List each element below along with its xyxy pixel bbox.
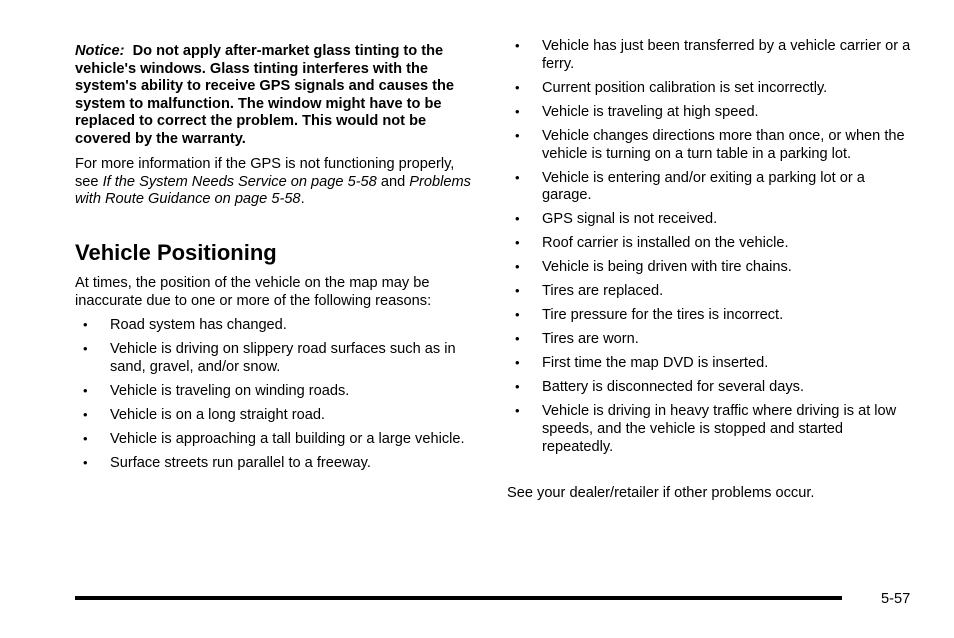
list-item-text: Vehicle is entering and/or exiting a parking lot or a garage. (542, 169, 865, 204)
more-info-suffix: . (300, 191, 305, 208)
bullet-icon: • (515, 79, 520, 95)
section-intro: At times, the position of the vehicle on the map may be inaccurate due to one or more of the following reasons: (75, 275, 432, 309)
list-item (507, 128, 917, 164)
list-item-text: Road system has changed. (110, 317, 287, 333)
list-item-text: Vehicle is traveling at high speed. (542, 103, 759, 120)
bullet-icon: • (83, 317, 88, 332)
list-item (75, 407, 485, 425)
notice-label: Notice: (75, 43, 125, 59)
list-item-text: Vehicle changes directions more than once, or when the vehicle is turning on a turn table in a parking lot. (542, 127, 905, 162)
cross-reference-link[interactable]: Problems with Route Guidance on page 5-58 (75, 173, 471, 208)
more-info-and: and (376, 173, 410, 190)
notice-text: Do not apply after-market glass tinting to the vehicle's windows. Glass tinting interferes with the system's ability to receive GPS signals and causes the system to malfunction. The window might have to be replaced to correct the problem. This would not be covered by the warranty. (75, 43, 455, 147)
bullet-icon: • (83, 454, 88, 470)
list-item (507, 38, 917, 74)
more-info-paragraph (75, 156, 475, 209)
bullet-icon: • (83, 340, 88, 356)
bullet-icon: • (83, 430, 88, 446)
list-item-text: Vehicle is driving on slippery road surfaces such as in sand, gravel, and/or snow. (110, 340, 456, 375)
list-item-text: Vehicle is traveling on winding roads. (110, 382, 350, 399)
list-item-text: Tires are worn. (542, 331, 639, 348)
bullet-icon: • (515, 379, 520, 395)
cross-reference-link[interactable]: If the System Needs Service on page 5-58 (102, 173, 377, 190)
left-bullet-list (75, 317, 485, 479)
list-item (75, 431, 485, 449)
footer-rule (75, 596, 842, 600)
list-item (507, 331, 917, 349)
list-item-text: Vehicle is approaching a tall building or a large vehicle. (110, 430, 465, 447)
list-item-text: Vehicle is being driven with tire chains. (542, 259, 792, 276)
notice-paragraph (75, 43, 480, 149)
bullet-icon: • (515, 38, 520, 53)
list-item (507, 104, 917, 122)
bullet-icon: • (515, 103, 520, 119)
list-item-text: Roof carrier is installed on the vehicle. (542, 235, 789, 252)
bullet-icon: • (515, 283, 520, 299)
list-item (75, 383, 485, 401)
bullet-icon: • (515, 211, 520, 227)
list-item-text: Tire pressure for the tires is incorrect. (542, 307, 784, 324)
more-info-prefix: For more information if the GPS is not functioning properly, see (75, 156, 455, 190)
bullet-icon: • (515, 235, 520, 251)
list-item-text: Vehicle is driving in heavy traffic where driving is at low speeds, and the vehicle is stopped and started repeatedly. (542, 403, 897, 455)
list-item (75, 317, 485, 335)
right-bullet-list (507, 38, 917, 463)
bullet-icon: • (515, 307, 520, 323)
list-item (507, 80, 917, 98)
list-item (507, 211, 917, 229)
list-item (507, 259, 917, 277)
list-item (507, 307, 917, 325)
list-item (507, 403, 917, 456)
list-item-text: Current position calibration is set incorrectly. (542, 79, 828, 96)
bullet-icon: • (83, 406, 88, 422)
list-item (507, 235, 917, 253)
bullet-icon: • (515, 331, 520, 347)
bullet-icon: • (515, 355, 520, 371)
list-item-text: Surface streets run parallel to a freeway. (110, 454, 371, 471)
list-item (75, 341, 485, 377)
list-item (507, 355, 917, 373)
bullet-icon: • (515, 169, 520, 185)
bullet-icon: • (515, 259, 520, 275)
list-item-text: First time the map DVD is inserted. (542, 355, 769, 372)
list-item (75, 455, 485, 473)
bullet-icon: • (83, 382, 88, 398)
bullet-icon: • (515, 403, 520, 419)
section-heading: Vehicle Positioning (75, 240, 277, 265)
list-item-text: Vehicle is on a long straight road. (110, 406, 325, 423)
list-item-text: Tires are replaced. (542, 283, 664, 300)
page-number: 5-57 (881, 591, 911, 607)
list-item (507, 170, 917, 206)
list-item-text: Battery is disconnected for several days. (542, 379, 805, 396)
list-item-text: GPS signal is not received. (542, 211, 718, 228)
bullet-icon: • (515, 127, 520, 143)
list-item (507, 283, 917, 301)
list-item-text: Vehicle has just been transferred by a vehicle carrier or a ferry. (542, 38, 911, 72)
list-item (507, 379, 917, 397)
closing-paragraph: See your dealer/retailer if other problems occur. (507, 485, 815, 501)
